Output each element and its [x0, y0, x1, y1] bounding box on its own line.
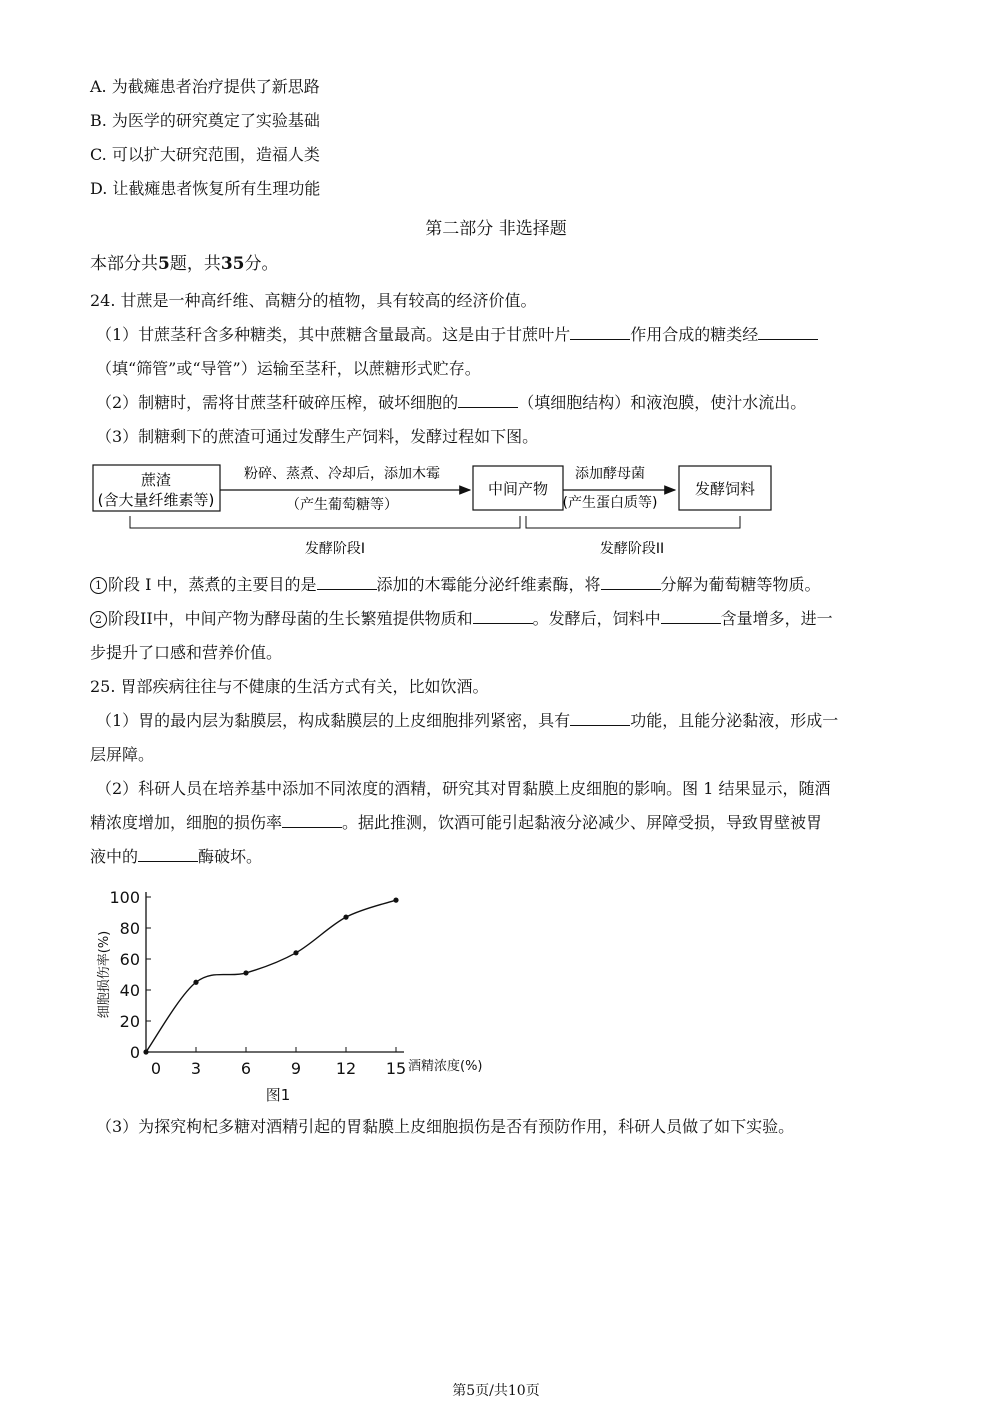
q25-p2e: 酶破坏。: [198, 847, 263, 866]
x-tick-label: 3: [190, 1059, 202, 1078]
x-tick-label: 12: [335, 1059, 357, 1078]
q24-sub2: [90, 608, 833, 630]
stage2-process-label: 添加酵母菌: [575, 466, 645, 482]
section-intro: [90, 253, 279, 275]
stage1-product-label: （产生葡萄糖等）: [286, 497, 398, 513]
y-tick-label: 0: [129, 1043, 140, 1062]
answer-blank[interactable]: [473, 609, 533, 624]
q24-part2: [96, 392, 806, 414]
q25-part2-line1: （2）科研人员在培养基中添加不同浓度的酒精，研究其对胃黏膜上皮细胞的影响。图 1 结果显示，随酒: [96, 779, 831, 798]
series-line: [146, 900, 396, 1052]
q25-p2b: 精浓度增加，细胞的损伤率: [90, 813, 283, 832]
q24-part3: （3）制糖剩下的蔗渣可通过发酵生产饲料，发酵过程如下图。: [96, 427, 539, 446]
q24-stem: 24. 甘蔗是一种高纤维、高糖分的植物，具有较高的经济价值。: [90, 291, 537, 310]
answer-blank[interactable]: [282, 813, 342, 828]
q24-p1a: （1）甘蔗茎秆含多种糖类，其中蔗糖含量最高。这是由于甘蔗叶片: [96, 325, 571, 344]
data-point: [293, 950, 298, 955]
intro-score: 35: [220, 254, 245, 274]
circled-number: 2: [90, 611, 107, 628]
y-tick-label: 20: [119, 1012, 140, 1031]
answer-blank[interactable]: [758, 325, 818, 340]
x-tick-label: 0: [150, 1059, 162, 1078]
option-b: B. 为医学的研究奠定了实验基础: [90, 111, 320, 130]
q24-p2b: （填细胞结构）和液泡膜，使汁水流出。: [518, 393, 807, 412]
q24-s1c: 分解为葡萄糖等物质。: [660, 575, 821, 594]
option-d: D. 让截瘫患者恢复所有生理功能: [90, 179, 321, 198]
q25-p1a: （1）胃的最内层为黏膜层，构成黏膜层的上皮细胞排列紧密，具有: [96, 711, 571, 730]
q25-p2c: 。据此推测，饮酒可能引起黏液分泌减少、屏障受损，导致胃壁被胃: [342, 813, 823, 832]
q25-p2d: 液中的: [90, 847, 139, 866]
intro-text-c: 分。: [244, 254, 279, 274]
q25-part2-line3: [90, 846, 262, 868]
x-tick-label: 15: [385, 1059, 407, 1078]
bagasse-note: (含大量纤维素等): [97, 491, 215, 509]
answer-blank[interactable]: [138, 847, 198, 862]
data-point: [143, 1049, 148, 1054]
q24-s2b: 。发酵后，饲料中: [532, 609, 661, 628]
y-tick-label: 80: [119, 919, 140, 938]
answer-blank[interactable]: [317, 575, 377, 590]
answer-blank[interactable]: [570, 711, 630, 726]
stage2-label: 发酵阶段II: [599, 541, 665, 557]
damage-rate-chart: [90, 882, 510, 1107]
x-tick-label: 9: [290, 1059, 302, 1078]
answer-blank[interactable]: [458, 393, 518, 408]
y-tick-label: 40: [119, 981, 140, 1000]
q25-part1-line2: 层屏障。: [90, 745, 155, 764]
answer-blank[interactable]: [570, 325, 630, 340]
y-tick-label: 60: [119, 950, 140, 969]
data-point: [193, 980, 198, 985]
stage2-bracket: [526, 516, 740, 528]
option-c: C. 可以扩大研究范围，造福人类: [90, 145, 320, 164]
chart-title: 图1: [265, 1086, 291, 1104]
stage2-product-label: (产生蛋白质等): [562, 495, 658, 511]
y-axis-label: 细胞损伤率(%): [97, 930, 112, 1019]
intermediate-label: 中间产物: [487, 480, 549, 498]
q24-p1b: 作用合成的糖类经: [630, 325, 759, 344]
option-a: A. 为截瘫患者治疗提供了新思路: [90, 77, 320, 96]
stage1-bracket: [130, 516, 520, 528]
q25-part3: （3）为探究枸杞多糖对酒精引起的胃黏膜上皮细胞损伤是否有预防作用，科研人员做了如下实验。: [96, 1117, 795, 1136]
q24-p2a: （2）制糖时，需将甘蔗茎秆破碎压榨，破坏细胞的: [96, 393, 459, 412]
q25-stem: 25. 胃部疾病往往与不健康的生活方式有关，比如饮酒。: [90, 677, 489, 696]
q25-p1b: 功能，且能分泌黏液，形成一: [630, 711, 839, 730]
bagasse-label: 蔗渣: [140, 471, 172, 489]
x-tick-label: 6: [240, 1059, 252, 1078]
section-title: 第二部分 非选择题: [425, 219, 567, 239]
fermentation-diagram: [90, 460, 790, 560]
data-point: [393, 898, 398, 903]
stage1-label: 发酵阶段I: [304, 541, 366, 557]
answer-blank[interactable]: [661, 609, 721, 624]
q24-part1-line2: （填“筛管”或“导管”）运输至茎秆，以蔗糖形式贮存。: [96, 359, 481, 378]
intro-question-count: 5: [158, 254, 170, 274]
feed-label: 发酵饲料: [694, 480, 756, 498]
q24-part1-line1: [96, 324, 818, 346]
q24-sub2-cont: 步提升了口感和营养价值。: [90, 643, 283, 662]
q25-part1-line1: [96, 710, 838, 732]
data-point: [343, 915, 348, 920]
stage1-process-label: 粉碎、蒸煮、冷却后，添加木霉: [244, 466, 440, 482]
q24-s1b: 添加的木霉能分泌纤维素酶，将: [376, 575, 601, 594]
q24-sub1: [90, 574, 821, 596]
intro-text-a: 本部分共: [90, 254, 158, 274]
answer-blank[interactable]: [601, 575, 661, 590]
data-point: [243, 970, 248, 975]
circled-number: 1: [90, 577, 107, 594]
x-axis-label: 酒精浓度(%): [408, 1059, 483, 1074]
q24-s2a: 阶段II中，中间产物为酵母菌的生长繁殖提供物质和: [108, 609, 473, 628]
q25-part2-line2: [90, 812, 822, 834]
page-footer: 第5页/共10页: [452, 1383, 540, 1399]
q24-s2c: 含量增多，进一: [720, 609, 833, 628]
intro-text-b: 题，共: [169, 254, 221, 274]
q24-s1a: 阶段 I 中，蒸煮的主要目的是: [108, 575, 317, 594]
y-tick-label: 100: [109, 888, 140, 907]
